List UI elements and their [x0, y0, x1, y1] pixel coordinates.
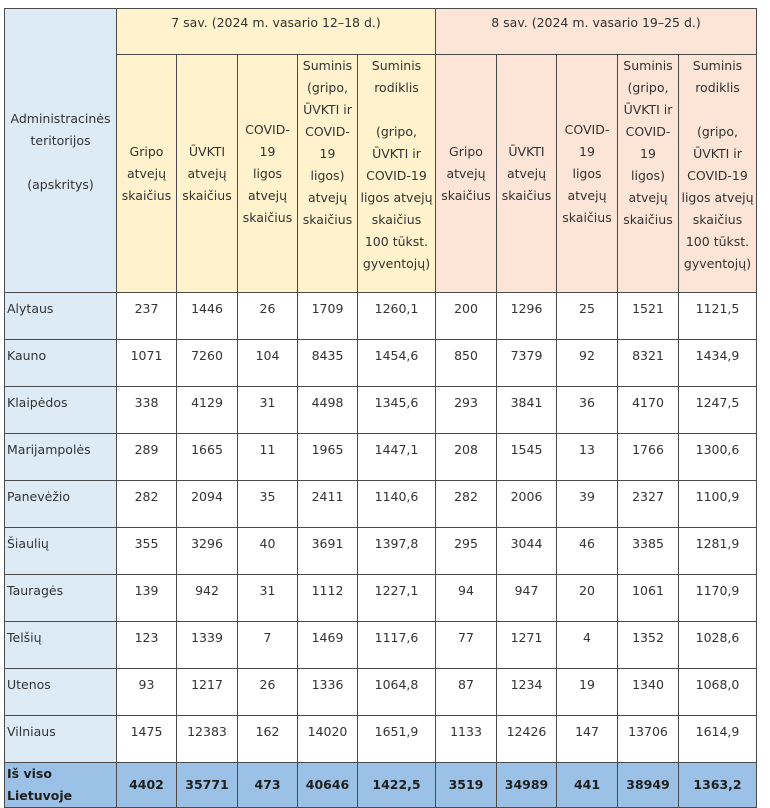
cell-w8-3: 3385 [618, 528, 679, 575]
cell-w7-3: 2411 [298, 481, 358, 528]
cell-w7-3: 1112 [298, 575, 358, 622]
cell-w8-2: 36 [557, 387, 618, 434]
cell-w8-3: 1061 [618, 575, 679, 622]
region-name: Telšių [5, 622, 117, 669]
col-header-total-w8: Suminis (gripo, ŪVKTI ir COVID-19 ligos) atvejų skaičius [618, 55, 679, 293]
cell-w7-1: 4129 [177, 387, 238, 434]
cell-w8-3: 2327 [618, 481, 679, 528]
table-row [5, 716, 757, 763]
cell-w7-0: 1475 [117, 716, 177, 763]
col-header-rate-w8: Suminis rodiklis (gripo, ŪVKTI ir COVID-19 ligos atvejų skaičius 100 tūkst. gyventojų) [679, 55, 757, 293]
region-name: Šiaulių [5, 528, 117, 575]
cell-w7-2: 26 [238, 293, 298, 340]
cell-w8-1: 1234 [497, 669, 557, 716]
cell-w7-0: 338 [117, 387, 177, 434]
cell-w8-3: 38949 [618, 763, 679, 808]
cell-w7-0: 139 [117, 575, 177, 622]
cell-w8-2: 441 [557, 763, 618, 808]
cell-w8-2: 46 [557, 528, 618, 575]
cell-w7-4: 1422,5 [358, 763, 436, 808]
cell-w7-0: 237 [117, 293, 177, 340]
cell-w7-4: 1397,8 [358, 528, 436, 575]
cell-w8-0: 200 [436, 293, 497, 340]
cell-w8-1: 12426 [497, 716, 557, 763]
cell-w8-1: 2006 [497, 481, 557, 528]
table-row [5, 293, 757, 340]
cell-w8-3: 1352 [618, 622, 679, 669]
cell-w8-0: 208 [436, 434, 497, 481]
cell-w8-4: 1247,5 [679, 387, 757, 434]
cell-w7-4: 1140,6 [358, 481, 436, 528]
region-name: Kauno [5, 340, 117, 387]
cell-w8-1: 1545 [497, 434, 557, 481]
cell-w7-0: 123 [117, 622, 177, 669]
cell-w8-1: 34989 [497, 763, 557, 808]
cell-w8-0: 3519 [436, 763, 497, 808]
week7-header: 7 sav. (2024 m. vasario 12–18 d.) [117, 9, 436, 55]
cell-w7-4: 1117,6 [358, 622, 436, 669]
cell-w8-0: 282 [436, 481, 497, 528]
col-header-total-w7: Suminis (gripo, ŪVKTI ir COVID-19 ligos) atvejų skaičius [298, 55, 358, 293]
cell-w7-4: 1064,8 [358, 669, 436, 716]
cell-w7-1: 3296 [177, 528, 238, 575]
table-row [5, 622, 757, 669]
cell-w7-2: 26 [238, 669, 298, 716]
cell-w7-1: 942 [177, 575, 238, 622]
region-name: Alytaus [5, 293, 117, 340]
cell-w7-0: 1071 [117, 340, 177, 387]
cell-w8-2: 25 [557, 293, 618, 340]
cell-w7-2: 7 [238, 622, 298, 669]
cell-w8-2: 19 [557, 669, 618, 716]
col-header-covid-w8: COVID-19 ligos atvejų skaičius [557, 55, 618, 293]
cell-w7-3: 1336 [298, 669, 358, 716]
cell-w8-4: 1028,6 [679, 622, 757, 669]
cell-w7-0: 282 [117, 481, 177, 528]
cell-w8-0: 1133 [436, 716, 497, 763]
cell-w8-4: 1170,9 [679, 575, 757, 622]
morbidity-table [4, 8, 757, 808]
table-row [5, 387, 757, 434]
cell-w8-3: 1521 [618, 293, 679, 340]
region-header: Administracinės teritorijos (apskritys) [5, 9, 117, 293]
cell-w7-2: 31 [238, 575, 298, 622]
col-header-rate-w7: Suminis rodiklis (gripo, ŪVKTI ir COVID-19 ligos atvejų skaičius 100 tūkst. gyventojų) [358, 55, 436, 293]
cell-w7-4: 1454,6 [358, 340, 436, 387]
region-name: Tauragės [5, 575, 117, 622]
cell-w8-2: 13 [557, 434, 618, 481]
cell-w7-3: 1469 [298, 622, 358, 669]
table-row [5, 340, 757, 387]
cell-w8-2: 4 [557, 622, 618, 669]
header-row-weeks [5, 9, 757, 55]
cell-w8-1: 3841 [497, 387, 557, 434]
cell-w8-2: 20 [557, 575, 618, 622]
cell-w7-2: 473 [238, 763, 298, 808]
cell-w8-1: 947 [497, 575, 557, 622]
cell-w8-2: 92 [557, 340, 618, 387]
cell-w8-0: 94 [436, 575, 497, 622]
cell-w8-4: 1121,5 [679, 293, 757, 340]
cell-w8-4: 1300,6 [679, 434, 757, 481]
cell-w7-3: 1965 [298, 434, 358, 481]
cell-w8-4: 1363,2 [679, 763, 757, 808]
cell-w7-1: 1665 [177, 434, 238, 481]
region-name: Iš viso Lietuvoje [5, 763, 117, 808]
cell-w7-2: 104 [238, 340, 298, 387]
cell-w8-1: 7379 [497, 340, 557, 387]
cell-w8-1: 3044 [497, 528, 557, 575]
cell-w7-3: 14020 [298, 716, 358, 763]
cell-w7-2: 11 [238, 434, 298, 481]
table-row [5, 528, 757, 575]
table-row [5, 481, 757, 528]
cell-w7-2: 35 [238, 481, 298, 528]
cell-w7-4: 1260,1 [358, 293, 436, 340]
cell-w8-0: 295 [436, 528, 497, 575]
region-name: Panevėžio [5, 481, 117, 528]
cell-w8-1: 1296 [497, 293, 557, 340]
col-header-flu-w8: Gripo atvejų skaičius [436, 55, 497, 293]
table-row [5, 575, 757, 622]
cell-w7-0: 355 [117, 528, 177, 575]
cell-w8-4: 1281,9 [679, 528, 757, 575]
cell-w8-2: 147 [557, 716, 618, 763]
cell-w8-4: 1614,9 [679, 716, 757, 763]
cell-w8-3: 13706 [618, 716, 679, 763]
col-header-uvkti-w7: ŪVKTI atvejų skaičius [177, 55, 238, 293]
header-row-columns [5, 55, 757, 293]
cell-w7-3: 1709 [298, 293, 358, 340]
col-header-uvkti-w8: ŪVKTI atvejų skaičius [497, 55, 557, 293]
cell-w8-3: 4170 [618, 387, 679, 434]
cell-w7-4: 1227,1 [358, 575, 436, 622]
cell-w7-1: 1446 [177, 293, 238, 340]
table-row [5, 434, 757, 481]
cell-w7-1: 7260 [177, 340, 238, 387]
cell-w7-1: 1217 [177, 669, 238, 716]
cell-w7-3: 40646 [298, 763, 358, 808]
cell-w8-2: 39 [557, 481, 618, 528]
cell-w7-2: 31 [238, 387, 298, 434]
col-header-flu-w7: Gripo atvejų skaičius [117, 55, 177, 293]
cell-w7-1: 1339 [177, 622, 238, 669]
cell-w7-4: 1651,9 [358, 716, 436, 763]
cell-w7-2: 162 [238, 716, 298, 763]
cell-w8-3: 1766 [618, 434, 679, 481]
cell-w8-0: 293 [436, 387, 497, 434]
cell-w8-0: 77 [436, 622, 497, 669]
region-name: Klaipėdos [5, 387, 117, 434]
cell-w7-3: 4498 [298, 387, 358, 434]
region-name: Vilniaus [5, 716, 117, 763]
col-header-covid-w7: COVID-19 ligos atvejų skaičius [238, 55, 298, 293]
cell-w8-0: 87 [436, 669, 497, 716]
cell-w7-0: 289 [117, 434, 177, 481]
cell-w8-3: 8321 [618, 340, 679, 387]
cell-w8-4: 1434,9 [679, 340, 757, 387]
cell-w7-0: 93 [117, 669, 177, 716]
region-name: Marijampolės [5, 434, 117, 481]
cell-w8-0: 850 [436, 340, 497, 387]
cell-w7-4: 1345,6 [358, 387, 436, 434]
cell-w7-0: 4402 [117, 763, 177, 808]
cell-w7-1: 35771 [177, 763, 238, 808]
cell-w8-4: 1068,0 [679, 669, 757, 716]
cell-w8-1: 1271 [497, 622, 557, 669]
cell-w8-3: 1340 [618, 669, 679, 716]
region-name: Utenos [5, 669, 117, 716]
table-row [5, 669, 757, 716]
total-row [5, 763, 757, 808]
cell-w7-1: 2094 [177, 481, 238, 528]
cell-w7-1: 12383 [177, 716, 238, 763]
week8-header: 8 sav. (2024 m. vasario 19–25 d.) [436, 9, 757, 55]
cell-w8-4: 1100,9 [679, 481, 757, 528]
cell-w7-2: 40 [238, 528, 298, 575]
cell-w7-4: 1447,1 [358, 434, 436, 481]
cell-w7-3: 3691 [298, 528, 358, 575]
cell-w7-3: 8435 [298, 340, 358, 387]
